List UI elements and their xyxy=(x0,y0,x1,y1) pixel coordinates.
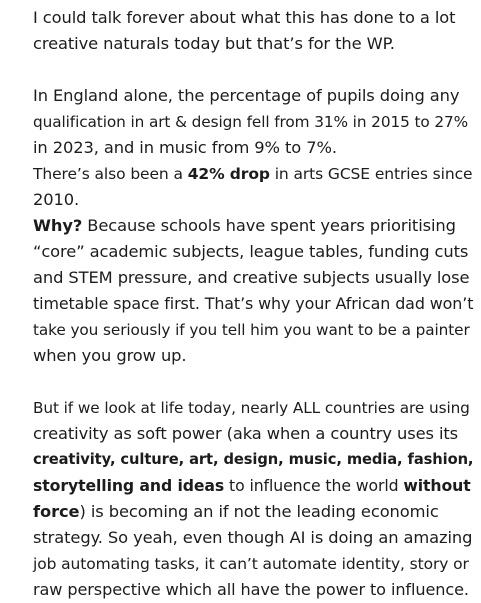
text-line-mixed xyxy=(33,473,473,499)
text-line-mixed xyxy=(33,213,473,239)
bold-text-run: force xyxy=(33,502,80,521)
text-line: job automating tasks, it can’t automate identity, story or xyxy=(33,555,469,573)
text-line: 2010. xyxy=(33,190,80,209)
text-line: raw perspective which all have the power to influence. xyxy=(33,580,469,599)
text-line: qualification in art & design fell from 31% in 2015 to 27% xyxy=(33,113,469,131)
text-line: creative naturals today but that’s for the WP. xyxy=(33,34,395,53)
text-line: when you grow up. xyxy=(33,346,187,365)
text-line: take you seriously if you tell him you want to be a painter xyxy=(33,321,470,339)
text-run: in arts GCSE entries since xyxy=(269,165,473,183)
text-line: But if we look at life today, nearly ALL countries are using xyxy=(33,399,470,417)
bold-text-run: storytelling and ideas xyxy=(33,476,225,495)
text-run: to influence the world xyxy=(224,476,404,495)
bold-text-run: without xyxy=(403,476,471,495)
bold-text-line: creativity, culture, art, design, music, media, fashion, xyxy=(33,451,474,468)
bold-text-run: Why? xyxy=(33,216,83,235)
paragraph-soft-power xyxy=(33,395,473,603)
text-run: Because schools have spent years prioritising xyxy=(82,216,456,235)
text-line-mixed xyxy=(33,161,473,187)
paragraph-gap xyxy=(33,369,473,395)
text-line: timetable space first. That’s why your African dad won’t xyxy=(33,294,474,313)
bold-text-run: 42% drop xyxy=(187,165,270,183)
text-line: strategy. So yeah, even though AI is doing an amazing xyxy=(33,528,473,547)
paragraph-statistics xyxy=(33,83,473,369)
text-line: I could talk forever about what this has done to a lot xyxy=(33,8,456,27)
text-run: ) is becoming an if not the leading economic xyxy=(79,502,439,521)
text-line-mixed xyxy=(33,499,473,525)
text-line: in 2023, and in music from 9% to 7%. xyxy=(33,138,337,157)
text-line: creativity as soft power (aka when a country uses its xyxy=(33,424,459,443)
text-line: In England alone, the percentage of pupils doing any xyxy=(33,86,460,105)
text-line: “core” academic subjects, league tables, funding cuts xyxy=(33,242,469,261)
article-body xyxy=(33,0,473,603)
text-line: and STEM pressure, and creative subjects usually lose xyxy=(33,268,470,287)
paragraph-gap xyxy=(33,57,473,83)
paragraph-intro xyxy=(33,5,473,57)
text-run: There’s also been a xyxy=(33,165,188,183)
